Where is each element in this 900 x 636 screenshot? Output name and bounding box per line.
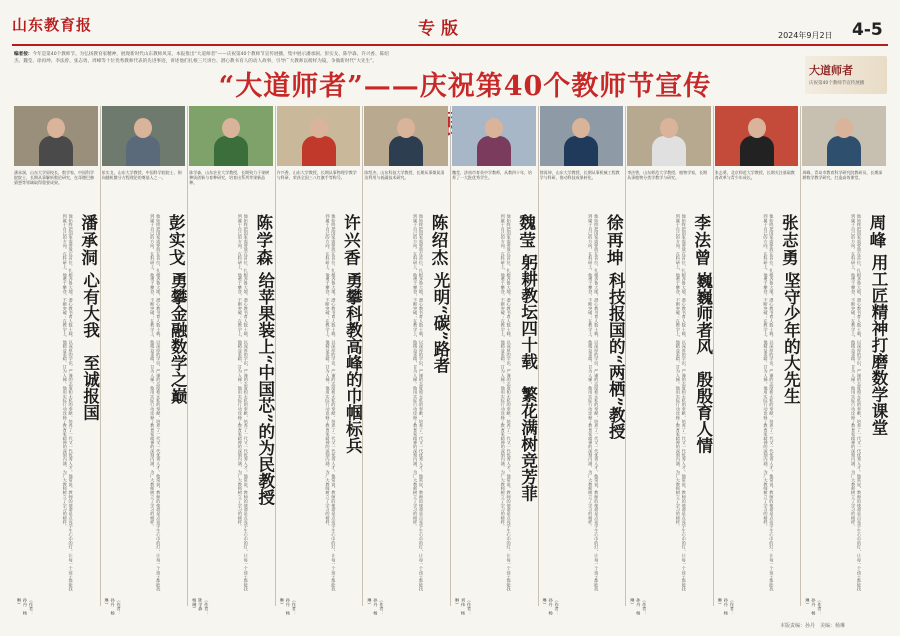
- teacher-figure-body: [564, 136, 598, 166]
- photo-caption: 周峰，青岛市教育科学研究院教研员，长期深耕数学教学研究，打造高效课堂。: [802, 170, 883, 181]
- page-number: 4-5: [852, 20, 883, 40]
- article-credit: （作者：陈学森 杨琳）: [192, 598, 210, 615]
- article-body: 他始终把国家需要放在首位，扎根齐鲁大地，潜心教书育人数十载，以深厚的学识、严谨的态度和无私的奉献，培养了一代又一代优秀人才。他常说，教师的使命是点亮学生心中的灯，让每一个孩子都能找到属于自己的方向。在科研上，他勇于攀登，不断突破；在教学上，他精益求精，甘为人梯。他用实际行动诠释了教育家精神的深刻内涵，为广大教师树立了学习的榜样。: [588, 214, 600, 592]
- teacher-figure-head: [397, 118, 415, 138]
- teacher-figure-body: [39, 136, 73, 166]
- photo-caption: 陈绍杰，山东科技大学教授，长期从事煤炭清洁利用与低碳技术研究。: [364, 170, 445, 181]
- article-credit: （作者：孙丹 杨琳）: [717, 598, 735, 615]
- column-divider: [713, 106, 714, 606]
- series-logo-subtitle: 庆祝第40个教师节宣传展播: [809, 81, 865, 86]
- teacher-figure-head: [134, 118, 152, 138]
- teacher-name: 彭实戈: [166, 214, 186, 267]
- teacher-photo: [277, 106, 361, 166]
- teacher-photo: [540, 106, 624, 166]
- photo-caption: 魏莹，济南市育英中学教师，从教四十年，培养了一大批优秀学生。: [452, 170, 532, 181]
- article-credit: （作者：刘伟 杨琳）: [455, 598, 472, 615]
- teacher-photo: [802, 106, 886, 166]
- article-body: 他始终把国家需要放在首位，扎根齐鲁大地，潜心教书育人数十载，以深厚的学识、严谨的态度和无私的奉献，培养了一代又一代优秀人才。他常说，教师的使命是点亮学生心中的灯，让每一个孩子都能找到属于自己的方向。在科研上，他勇于攀登，不断突破；在教学上，他精益求精，甘为人梯。他用实际行动诠释了教育家精神的深刻内涵，为广大教师树立了学习的榜样。: [62, 214, 74, 592]
- article-title: 科技报国的“两栖”教授: [606, 272, 626, 440]
- article-body: 他始终把国家需要放在首位，扎根齐鲁大地，潜心教书育人数十载，以深厚的学识、严谨的态度和无私的奉献，培养了一代又一代优秀人才。他常说，教师的使命是点亮学生心中的灯，让每一个孩子都能找到属于自己的方向。在科研上，他勇于攀登，不断突破；在教学上，他精益求精，甘为人梯。他用实际行动诠释了教育家精神的深刻内涵，为广大教师树立了学习的榜样。: [325, 214, 337, 592]
- article-credit: （作者：孙丹 杨琳）: [279, 598, 297, 615]
- article-body: 他始终把国家需要放在首位，扎根齐鲁大地，潜心教书育人数十载，以深厚的学识、严谨的态度和无私的奉献，培养了一代又一代优秀人才。他常说，教师的使命是点亮学生心中的灯，让每一个孩子都能找到属于自己的方向。在科研上，他勇于攀登，不断突破；在教学上，他精益求精，甘为人梯。他用实际行动诠释了教育家精神的深刻内涵，为广大教师树立了学习的榜样。: [851, 214, 862, 592]
- teacher-figure-head: [485, 118, 503, 138]
- article-credit: （作者：孙丹 杨琳）: [17, 598, 34, 615]
- article-credit: （作者：孙丹 杨琳）: [542, 598, 560, 615]
- photo-caption: 李法曾，山东师范大学教授，植物学家，长期从事植物分类学教学与研究。: [627, 170, 708, 181]
- photo-caption: 徐再坤，山东大学教授，长期从事机械工程教学与科研，推动科技成果转化。: [539, 170, 620, 181]
- article-title: 巍巍师者风 殷殷育人情: [693, 272, 713, 454]
- column-divider: [625, 106, 626, 606]
- teacher-figure-head: [572, 118, 590, 138]
- issue-date: 2024年9月2日: [778, 31, 833, 40]
- teacher-name: 陈学森: [253, 214, 273, 267]
- teacher-name: 陈绍杰: [429, 214, 448, 267]
- teacher-figure-body: [827, 136, 861, 166]
- teacher-photo: [102, 106, 186, 166]
- article-title: 给苹果装上“中国芯”的为民教授: [255, 272, 275, 506]
- teacher-photo: [627, 106, 711, 166]
- article-body: 他始终把国家需要放在首位，扎根齐鲁大地，潜心教书育人数十载，以深厚的学识、严谨的态度和无私的奉献，培养了一代又一代优秀人才。他常说，教师的使命是点亮学生心中的灯，让每一个孩子都能找到属于自己的方向。在科研上，他勇于攀登，不断突破；在教学上，他精益求精，甘为人梯。他用实际行动诠释了教育家精神的深刻内涵，为广大教师树立了学习的榜样。: [675, 214, 687, 592]
- article-body: 他始终把国家需要放在首位，扎根齐鲁大地，潜心教书育人数十载，以深厚的学识、严谨的态度和无私的奉献，培养了一代又一代优秀人才。他常说，教师的使命是点亮学生心中的灯，让每一个孩子都能找到属于自己的方向。在科研上，他勇于攀登，不断突破；在教学上，他精益求精，甘为人梯。他用实际行动诠释了教育家精神的深刻内涵，为广大教师树立了学习的榜样。: [500, 214, 512, 592]
- column-divider: [800, 106, 801, 606]
- photo-caption: 潘承洞，山东大学原校长，数学家，中国科学院院士，长期从事解析数论研究，在哥德巴赫猜想等领域取得重要成果。: [14, 170, 94, 186]
- editor-note-text: 今年是第40个教师节。为弘扬教育家精神，展现新时代山东教师风采，本报推出“大道师者”——庆祝第40个教师节宣传展播，集中展示潘承洞、彭实戈、陈学森、许兴香、陈绍杰、魏莹、徐再坤、李法曾、张志勇、周峰等十位优秀教师代表的先进事迹，讲述他们扎根三尺讲台、潜心教书育人的动人故事，引导广大教师以榜样为镜，争做新时代“大先生”。: [14, 52, 389, 64]
- page-headline: “大道师者”——庆祝第40个教师节宣传展: [218, 71, 712, 141]
- teacher-figure-head: [660, 118, 678, 138]
- article-body: 他始终把国家需要放在首位，扎根齐鲁大地，潜心教书育人数十载，以深厚的学识、严谨的态度和无私的奉献，培养了一代又一代优秀人才。他常说，教师的使命是点亮学生心中的灯，让每一个孩子都能找到属于自己的方向。在科研上，他勇于攀登，不断突破；在教学上，他精益求精，甘为人梯。他用实际行动诠释了教育家精神的深刻内涵，为广大教师树立了学习的榜样。: [150, 214, 162, 592]
- teacher-figure-head: [310, 118, 328, 138]
- article-credit: （作者：孙丹 杨琳）: [805, 598, 823, 615]
- header-rule: [12, 44, 888, 46]
- teacher-figure-body: [652, 136, 686, 166]
- photo-caption: 彭实戈，山东大学教授，中国科学院院士，倒向随机微分方程理论的奠基人之一。: [101, 170, 182, 181]
- column-divider: [450, 106, 451, 606]
- article-body: 他始终把国家需要放在首位，扎根齐鲁大地，潜心教书育人数十载，以深厚的学识、严谨的态度和无私的奉献，培养了一代又一代优秀人才。他常说，教师的使命是点亮学生心中的灯，让每一个孩子都能找到属于自己的方向。在科研上，他勇于攀登，不断突破；在教学上，他精益求精，甘为人梯。他用实际行动诠释了教育家精神的深刻内涵，为广大教师树立了学习的榜样。: [763, 214, 775, 592]
- teacher-figure-body: [389, 136, 423, 166]
- column-divider: [100, 106, 101, 606]
- page-header: [0, 0, 900, 46]
- teacher-figure-head: [47, 118, 65, 138]
- column-divider: [187, 106, 188, 606]
- article-credit: （作者：孙丹 杨琳）: [367, 598, 385, 615]
- article-credit: （作者：孙丹 杨琳）: [104, 598, 122, 615]
- series-logo: [805, 56, 887, 94]
- teacher-photo: [715, 106, 799, 166]
- teacher-name: 李法曾: [691, 214, 711, 267]
- article-title: 坚守少年的大先生: [781, 272, 801, 404]
- article-title: 光明“碳”路者: [431, 272, 450, 374]
- teacher-figure-body: [740, 136, 774, 166]
- article-title: 勇攀金融数学之巅: [168, 272, 188, 404]
- column-divider: [538, 106, 539, 606]
- article-title: 勇攀科教高峰的巾帼标兵: [343, 272, 363, 454]
- teacher-figure-body: [214, 136, 248, 166]
- article-body: 他始终把国家需要放在首位，扎根齐鲁大地，潜心教书育人数十载，以深厚的学识、严谨的态度和无私的奉献，培养了一代又一代优秀人才。他常说，教师的使命是点亮学生心中的灯，让每一个孩子都能找到属于自己的方向。在科研上，他勇于攀登，不断突破；在教学上，他精益求精，甘为人梯。他用实际行动诠释了教育家精神的深刻内涵，为广大教师树立了学习的榜样。: [413, 214, 424, 592]
- teacher-name: 周峰: [867, 214, 886, 249]
- photo-caption: 许兴香，山东大学教授，长期从事物理学教学与科研，荣获全国三八红旗手等称号。: [276, 170, 357, 181]
- series-logo-title: 大道师者: [809, 64, 853, 77]
- teacher-figure-body: [302, 136, 336, 166]
- teacher-name: 徐再坤: [604, 214, 624, 267]
- photo-caption: 张志勇，北京师范大学教授，长期关注基础教育改革与青少年成长。: [714, 170, 795, 181]
- article-title: 用工匠精神打磨数学课堂: [869, 254, 888, 436]
- teacher-figure-body: [126, 136, 160, 166]
- section-title: 专版: [418, 19, 464, 39]
- editor-note-lead: 编者按：: [14, 52, 33, 57]
- article-title: 心有大我 至诚报国: [80, 272, 100, 421]
- article-title: 躬耕教坛四十载 繁花满树竞芳菲: [518, 254, 538, 502]
- page-footer: 本版责编：孙丹 美编：杨琳: [780, 623, 846, 629]
- teacher-figure-head: [748, 118, 766, 138]
- teacher-photo: [14, 106, 98, 166]
- teacher-photo: [189, 106, 273, 166]
- teacher-name: 潘承洞: [78, 214, 98, 267]
- teacher-name: 许兴香: [341, 214, 361, 267]
- teacher-figure-body: [477, 136, 511, 166]
- column-divider: [275, 106, 276, 606]
- teacher-figure-head: [835, 118, 853, 138]
- photo-caption: 陈学森，山东农业大学教授，长期致力于果树种质创新与育种研究，培育出系列苹果新品种。: [189, 170, 270, 186]
- masthead-logo: 山东教育报: [12, 16, 93, 34]
- article-body: 他始终把国家需要放在首位，扎根齐鲁大地，潜心教书育人数十载，以深厚的学识、严谨的态度和无私的奉献，培养了一代又一代优秀人才。他常说，教师的使命是点亮学生心中的灯，让每一个孩子都能找到属于自己的方向。在科研上，他勇于攀登，不断突破；在教学上，他精益求精，甘为人梯。他用实际行动诠释了教育家精神的深刻内涵，为广大教师树立了学习的榜样。: [237, 214, 249, 592]
- column-divider: [362, 106, 363, 606]
- teacher-photo: [452, 106, 536, 166]
- teacher-name: 魏莹: [516, 214, 536, 249]
- teacher-figure-head: [222, 118, 240, 138]
- teacher-name: 张志勇: [779, 214, 799, 267]
- article-credit: （作者：孙丹 杨琳）: [630, 598, 648, 615]
- teacher-photo: [364, 106, 448, 166]
